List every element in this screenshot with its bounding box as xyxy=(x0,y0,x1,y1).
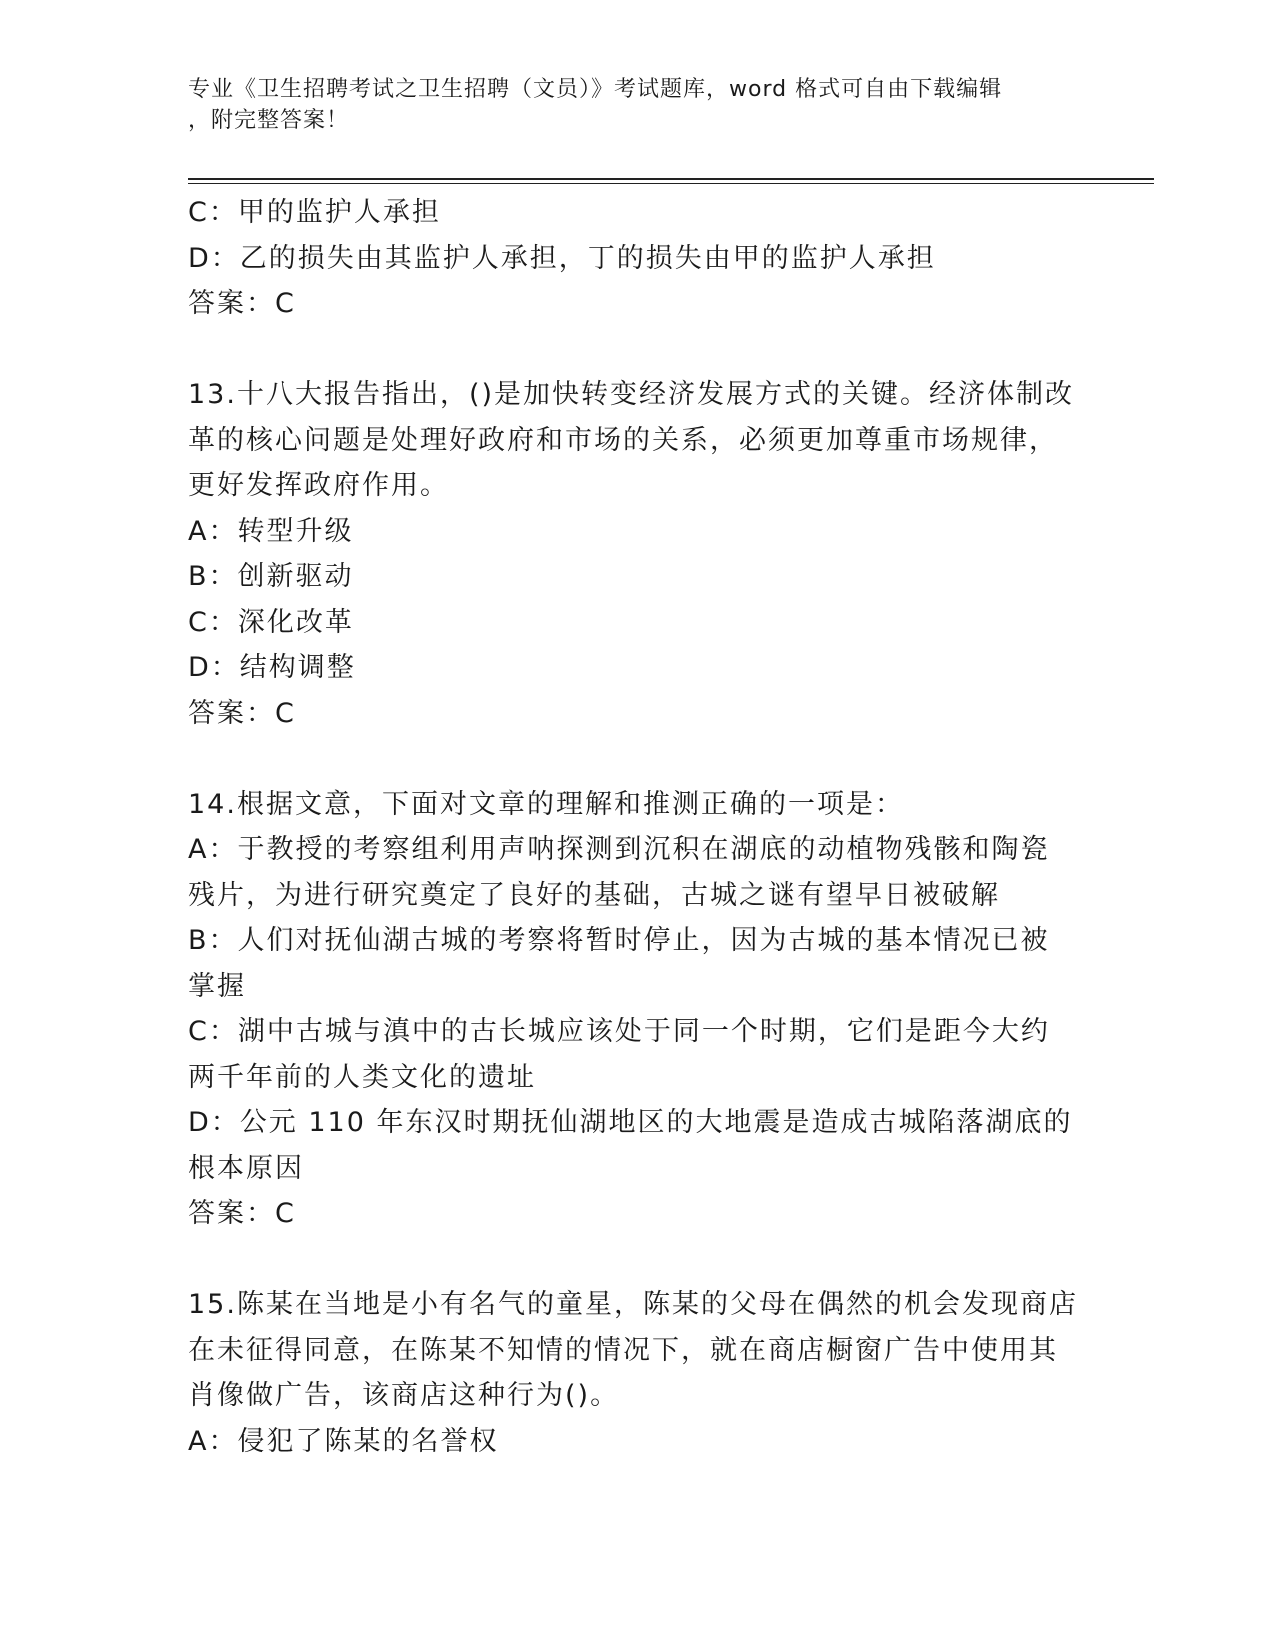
header-title-line-2: ，附完整答案！ xyxy=(188,108,350,133)
page-header xyxy=(188,74,1068,136)
option-b: B：人们对抚仙湖古城的考察将暂时停止，因为古城的基本情况已被掌握 xyxy=(188,925,1050,1002)
header-divider-thin xyxy=(188,183,1154,184)
question-stem: 15.陈某在当地是小有名气的童星，陈某的父母在偶然的机会发现商店在未征得同意，在陈某不知情的情况下，就在商店橱窗广告中使用其肖像做广告，该商店这种行为()。 xyxy=(188,1289,1078,1411)
spacer xyxy=(188,736,1078,782)
option-d: D：公元 110 年东汉时期抚仙湖地区的大地震是造成古城陷落湖底的根本原因 xyxy=(188,1107,1073,1184)
option-b: B：创新驱动 xyxy=(188,561,354,592)
option-c: C：深化改革 xyxy=(188,606,354,638)
answer: 答案：C xyxy=(188,697,296,729)
option-a: A：于教授的考察组利用声呐探测到沉积在湖底的动植物残骸和陶瓷残片，为进行研究奠定了良好的基础，古城之谜有望早日被破解 xyxy=(188,834,1050,911)
option-d: D：乙的损失由其监护人承担，丁的损失由甲的监护人承担 xyxy=(188,242,936,274)
spacer xyxy=(188,327,1078,373)
option-d: D：结构调整 xyxy=(188,652,356,683)
header-divider-thick xyxy=(188,178,1154,180)
question-stem: 14.根据文意，下面对文章的理解和推测正确的一项是： xyxy=(188,788,904,820)
header-title-line-1: 专业《卫生招聘考试之卫生招聘（文员）》考试题库，word 格式可自由下载编辑 xyxy=(188,77,1003,102)
option-a: A：转型升级 xyxy=(188,515,354,547)
spacer xyxy=(188,1237,1078,1283)
option-c: C：甲的监护人承担 xyxy=(188,197,441,228)
answer: 答案：C xyxy=(188,288,296,319)
question-15 xyxy=(188,1282,1078,1464)
answer: 答案：C xyxy=(188,1198,296,1229)
question-stem: 13.十八大报告指出，()是加快转变经济发展方式的关键。经济体制改革的核心问题是处理好政府和市场的关系，必须更加尊重市场规律，更好发挥政府作用。 xyxy=(188,379,1075,501)
option-a: A：侵犯了陈某的名誉权 xyxy=(188,1425,499,1457)
option-c: C：湖中古城与滇中的古长城应该处于同一个时期，它们是距今大约两千年前的人类文化的遗址 xyxy=(188,1016,1050,1093)
document-body xyxy=(188,190,1078,1464)
question-12-tail xyxy=(188,190,1078,327)
question-13 xyxy=(188,372,1078,736)
question-14 xyxy=(188,782,1078,1237)
